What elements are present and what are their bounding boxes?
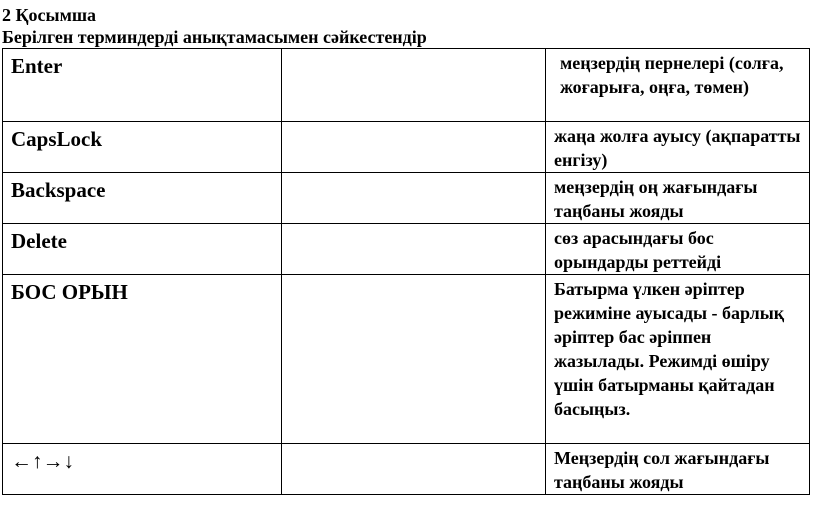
matching-gap-cell — [282, 224, 546, 275]
matching-table — [2, 48, 810, 495]
definition-cell: сөз арасындағы бос орындарды реттейді — [546, 224, 810, 275]
table-row — [3, 122, 810, 173]
definition-cell: жаңа жолға ауысу (ақпаратты енгізу) — [546, 122, 810, 173]
appendix-title: 2 Қосымша — [2, 5, 97, 25]
matching-gap-cell — [282, 444, 546, 495]
matching-gap-cell — [282, 122, 546, 173]
matching-gap-cell — [282, 173, 546, 224]
table-row — [3, 173, 810, 224]
definition-cell: меңзердің оң жағындағы таңбаны жояды — [546, 173, 810, 224]
table-row — [3, 224, 810, 275]
matching-gap-cell — [282, 49, 546, 122]
arrow-keys-term-cell: ←↑→↓ — [3, 444, 282, 495]
definition-cell: меңзердің пернелері (солға, жоғарыға, оңға, төмен) — [546, 49, 810, 122]
term-cell: Enter — [3, 49, 282, 122]
definition-cell: Меңзердің сол жағындағы таңбаны жояды — [546, 444, 810, 495]
term-cell: БОС ОРЫН — [3, 275, 282, 444]
term-cell: CapsLock — [3, 122, 282, 173]
table-row — [3, 275, 810, 444]
matching-gap-cell — [282, 275, 546, 444]
term-cell: Delete — [3, 224, 282, 275]
instruction-title: Берілген терминдерді анықтамасымен сәйкестендір — [2, 27, 427, 47]
table-row — [3, 444, 810, 495]
definition-cell: Батырма үлкен әріптер режиміне ауысады - барлық әріптер бас әріппен жазылады. Режимді өшіру үшін батырманы қайтадан басыңыз. — [546, 275, 810, 444]
term-cell: Backspace — [3, 173, 282, 224]
table-row — [3, 49, 810, 122]
